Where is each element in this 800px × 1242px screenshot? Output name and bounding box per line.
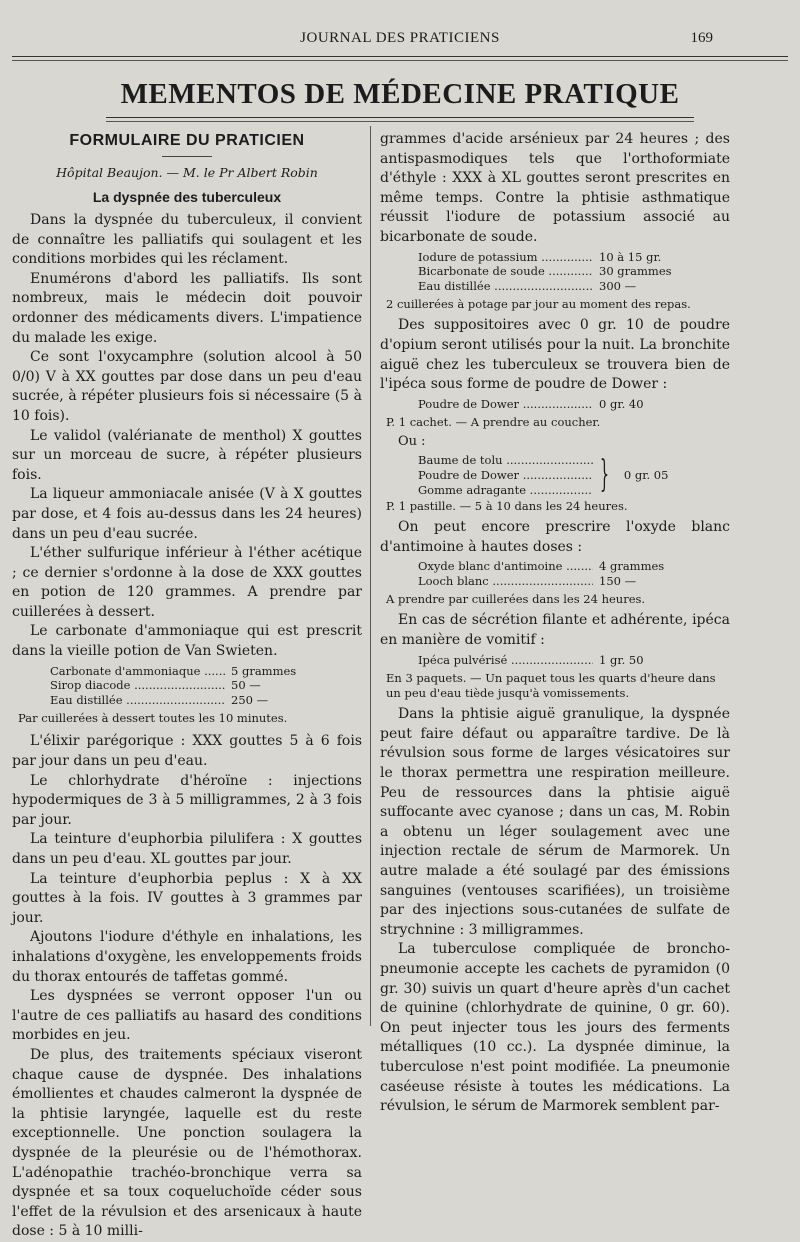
ingredient-qty: 10 à 15 gr. — [599, 249, 662, 264]
formula-note: Par cuillerées à dessert toutes les 10 minutes. — [18, 711, 288, 726]
paragraph: La teinture d'euphorbia pilulifera : X gouttes dans un peu d'eau. XL gouttes par jour. — [12, 831, 362, 867]
right-column — [380, 130, 730, 1117]
formula-row — [380, 653, 730, 668]
ingredient-qty: 150 — — [599, 573, 637, 588]
prescription-formula — [380, 559, 730, 588]
formula-row — [12, 693, 362, 708]
prescription-formula — [12, 664, 362, 708]
prescription-formula — [380, 653, 730, 668]
paragraph: En cas de sécrétion filante et adhérente, ipéca en manière de vomitif : — [380, 612, 730, 649]
ingredient-qty: 250 — — [231, 692, 269, 707]
paragraph: La tuberculose compliquée de broncho-pneumonie accepte les cachets de pyramidon (0 gr. 30) suivis un quart d'heure après d'un cachet de quinine (chlorhydrate de quinine, 0 gr. 60). On peut injecter tous les jours des ferments métalliques (10 cc.). La dyspnée diminue, la tuberculose n'est point modifiée. La pneumonie caséeuse résiste à toutes les médications. La révulsion, le sérum de Marmorek semblent par- — [380, 941, 730, 1115]
running-head — [0, 28, 800, 52]
ingredient-name: Poudre de Dower ..... — [418, 397, 593, 412]
paragraph: On peut encore prescrire l'oxyde blanc d'antimoine à hautes doses : — [380, 519, 730, 555]
header-rule-thin — [12, 60, 788, 61]
paragraph: Enumérons d'abord les palliatifs. Ils sont nombreux, mais le médecin doit pouvoir ordonner des médicaments divers. L'impatience du malade les exige. — [12, 270, 362, 346]
formula-row — [380, 279, 730, 294]
formula-note: A prendre par cuillerées dans les 24 heures. — [386, 592, 646, 607]
rubric-rule — [162, 156, 212, 157]
ingredient-qty: 300 — — [599, 278, 637, 293]
formula-row — [380, 397, 730, 412]
paragraph: L'élixir parégorique : XXX gouttes 5 à 6 fois par jour dans un peu d'eau. — [12, 733, 362, 770]
ingredient-name: Iodure de potassium ..... — [418, 250, 593, 265]
formula-row — [12, 664, 362, 679]
paragraph: Ajoutons l'iodure d'éthyle en inhalations, les inhalations d'oxygène, les enveloppements froids du thorax entourés de taffetas gommé. — [12, 929, 362, 985]
alternative-label: Ou : — [398, 434, 426, 450]
rubric-heading: FORMULAIRE DU PRATICIEN — [69, 132, 305, 149]
formula-row — [380, 250, 730, 265]
column-divider — [370, 126, 371, 1026]
ingredient-name: Looch blanc ..... — [418, 574, 593, 589]
ingredient-qty: 50 — — [231, 678, 261, 693]
paragraph: Ce sont l'oxycamphre (solution alcool à 50 0/0) V à XX gouttes par dose dans un peu d'eau sucrée, à répéter plusieurs fois si nécessaire (5 à 10 fois). — [12, 349, 362, 424]
prescription-formula — [380, 453, 730, 497]
formula-row — [380, 559, 730, 574]
title-rule-thin — [106, 121, 694, 122]
left-column — [12, 130, 362, 1242]
paragraph: Les dyspnées se verront opposer l'un ou l'autre de ces palliatifs au hasard des conditions morbides en jeu. — [12, 988, 362, 1044]
paragraph: Dans la phtisie aiguë granulique, la dyspnée peut faire défaut ou apparaître tardive. De là révulsion sous forme de larges vésicatoires sur le thorax permettra une respiration meilleure. Peu de ressources dans la phtisie aiguë suffocante avec cyanose ; dans un cas, M. Robin a obtenu un léger soulagement avec une injection rectale de sérum de Marmorek. Un autre malade a été soulagé par des émissions sanguines (ventouses scarifiées), un troisième par des injections sous-cutanées de sulfate de strychnine : 3 milligrammes. — [380, 706, 730, 938]
formula-ingredients — [418, 453, 593, 497]
paragraph: La liqueur ammoniacale anisée (V à X gouttes par dose, et 4 fois au-dessus dans les 24 heures) dans un peu d'eau sucrée. — [12, 486, 362, 542]
paragraph: L'éther sulfurique inférieur à l'éther acétique ; ce dernier s'ordonne à la dose de XXX gouttes en potion de 120 grammes. A prendre par cuillerées à dessert. — [12, 545, 362, 620]
paragraph: Le carbonate d'ammoniaque qui est prescrit dans la vieille potion de Van Swieten. — [12, 623, 362, 660]
journal-name: JOURNAL DES PRATICIENS — [300, 30, 500, 46]
formula-note: 2 cuillerées à potage par jour au moment des repas. — [386, 297, 691, 312]
paragraph: La teinture d'euphorbia peplus : X à XX gouttes à la fois. IV gouttes à 3 grammes par jour. — [12, 870, 362, 926]
paragraph: De plus, des traitements spéciaux viseront chaque cause de dyspnée. Des inhalations émollientes et chaudes calmeront la dyspnée de la phtisie laryngée, laquelle est du reste exceptionnelle. Une ponction soulagera la dyspnée de la pleurésie ou de l'hémothorax. L'adénopathie trachéo-bronchique verra sa dyspnée et sa toux coqueluchoïde céder sous l'effet de la révulsion et des arsenicaux à haute dose : 5 à 10 milli- — [12, 1046, 362, 1240]
ingredient-qty: 0 gr. 40 — [599, 396, 644, 411]
ingredient-name: Ipéca pulvérisé ..... — [418, 653, 593, 668]
ingredient-name: Gomme adragante ..... — [418, 483, 593, 498]
ingredient-qty: 4 grammes — [599, 559, 665, 574]
paragraph: grammes d'acide arsénieux par 24 heures ; des antispasmodiques tels que l'orthoformiate d'éthyle : XXX à XL gouttes seront prescrites en même temps. Contre la phtisie asthmatique réussit l'iodure de potassium associé au bicarbonate de soude. — [380, 131, 730, 245]
ingredient-qty: 5 grammes — [231, 663, 297, 678]
paragraph: Des suppositoires avec 0 gr. 10 de poudre d'opium seront utilisés pour la nuit. La bronchite aiguë chez les tuberculeux se trouvera bien de l'ipéca sous forme de poudre de Dower : — [380, 317, 730, 393]
ingredient-name: Bicarbonate de soude ..... — [418, 264, 593, 279]
ingredient-qty: 1 gr. 50 — [599, 652, 644, 667]
ingredient-name: Baume de tolu ..... — [418, 453, 593, 468]
paragraph: Le chlorhydrate d'héroïne : injections hypodermiques de 3 à 5 milligrammes, 2 à 3 fois par jour. — [12, 772, 362, 828]
prescription-formula — [380, 397, 730, 412]
title-rule — [106, 117, 694, 118]
ingredient-name: Eau distillée ..... — [418, 279, 593, 294]
ingredient-name: Poudre de Dower ..... — [418, 468, 593, 483]
header-rule — [12, 56, 788, 57]
prescription-formula — [380, 250, 730, 294]
article-topic: La dyspnée des tuberculeux — [92, 189, 282, 205]
brace-icon: } — [599, 454, 610, 496]
ingredient-qty: 0 gr. 05 — [623, 467, 669, 482]
section-title: MEMENTOS DE MÉDECINE PRATIQUE — [120, 78, 680, 110]
formula-note: P. 1 cachet. — A prendre au coucher. — [386, 415, 601, 430]
ingredient-name: Eau distillée ..... — [50, 693, 225, 708]
ingredient-qty: 30 grammes — [599, 264, 672, 279]
ingredient-name: Carbonate d'ammoniaque ..... — [50, 664, 225, 679]
formula-note: P. 1 pastille. — 5 à 10 dans les 24 heures. — [386, 499, 628, 514]
formula-row — [380, 574, 730, 589]
ingredient-name: Sirop diacode ..... — [50, 678, 225, 693]
paragraph: Le validol (valérianate de menthol) X gouttes sur un morceau de sucre, à répéter plusieurs fois. — [12, 427, 362, 483]
ingredient-name: Oxyde blanc d'antimoine ..... — [418, 559, 593, 574]
formula-row — [380, 264, 730, 279]
hospital-line: Hôpital Beaujon. — M. le Pr Albert Robin — [56, 165, 318, 180]
paragraph: Dans la dyspnée du tuberculeux, il convient de connaître les palliatifs qui soulagent et les conditions morbides qui les réclament. — [12, 212, 362, 268]
formula-note: En 3 paquets. — Un paquet tous les quarts d'heure dans un peu d'eau tiède jusqu'à vomissements. — [386, 671, 716, 701]
formula-row — [12, 678, 362, 693]
page-number: 169 — [690, 30, 713, 46]
